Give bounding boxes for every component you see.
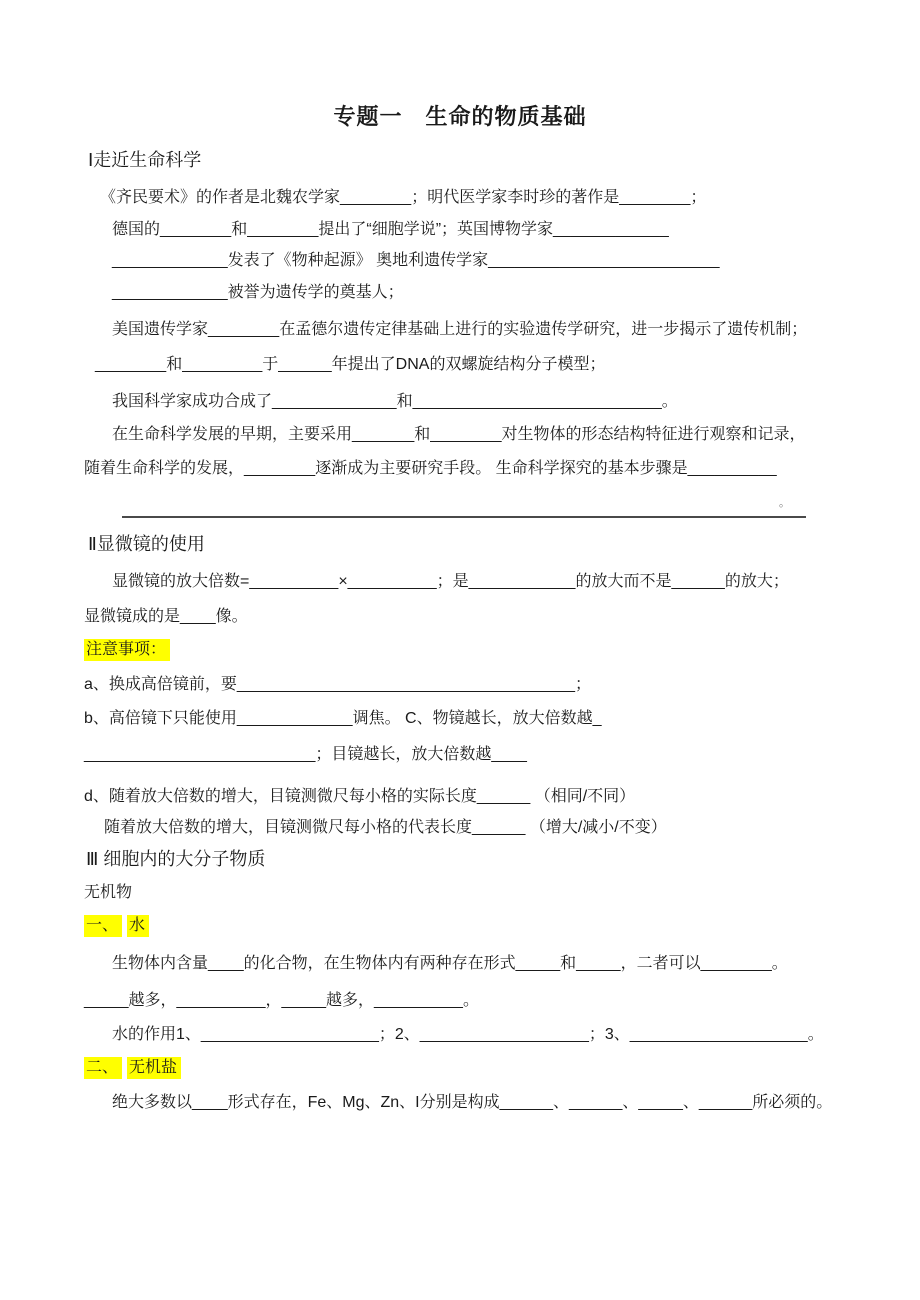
subheading-inorganic: 无机物 — [84, 884, 133, 901]
blank-line-magnification: 显微镜的放大倍数=__________×__________；是____________的放大而不是______的放大； — [112, 573, 789, 590]
blank-line-microscope-image: 显微镜成的是____像。 — [84, 608, 248, 625]
salt-heading-number: 二、 — [84, 1057, 122, 1079]
blank-line-genetics-founder: _____________被誉为遗传学的奠基人； — [112, 284, 404, 301]
line-end-period: 。 — [779, 497, 790, 509]
blank-line-note-b-cont: __________________________；目镜越长，放大倍数越____ — [84, 746, 527, 763]
blank-line-dna-model: ________和_________于______年提出了DNA的双螺旋结构分子模型； — [95, 356, 606, 373]
water-heading-word: 水 — [127, 915, 149, 937]
blank-line-salt-1: 绝大多数以____形式存在，Fe、Mg、Zn、I分别是构成______、______、_____、______所必须的。 — [112, 1094, 833, 1111]
salt-heading — [84, 1059, 181, 1077]
blank-line-early-methods: 在生命科学发展的早期，主要采用_______和________对生物体的形态结构特征进行观察和记录， — [112, 426, 806, 443]
blank-line-qimin-yaoshu: 《齐民要术》的作者是北魏农学家________；明代医学家李时珍的著作是________； — [100, 189, 707, 206]
blank-line-note-b: b、高倍镜下只能使用_____________调焦。 C、物镜越长，放大倍数越_ — [84, 710, 602, 727]
water-heading-number: 一、 — [84, 915, 122, 937]
blank-line-cell-theory: 德国的________和________提出了“细胞学说”；英国博物学家_____________ — [112, 221, 669, 238]
salt-heading-word: 无机盐 — [127, 1057, 181, 1079]
blank-line-water-3: 水的作用1、____________________；2、___________________；3、____________________。 — [112, 1026, 824, 1043]
page-title: 专题一 生命的物质基础 — [333, 104, 587, 129]
notice-highlight: 注意事项： — [84, 639, 170, 661]
blank-line-note-d1: d、随着放大倍数的增大，目镜测微尺每小格的实际长度______ （相同/不同） — [84, 788, 636, 805]
blank-line-water-2: _____越多，__________，_____越多，__________。 — [84, 992, 479, 1009]
blank-line-origin-of-species: _____________发表了《物种起源》 奥地利遗传学家__________________________ — [112, 252, 720, 269]
section-2-heading: Ⅱ显微镜的使用 — [88, 534, 205, 554]
blank-line-research-steps: 随着生命科学的发展，________逐渐成为主要研究手段。 生命科学探究的基本步骤是__________ — [84, 460, 777, 477]
long-answer-underline — [122, 497, 806, 518]
section-1-heading: Ⅰ走近生命科学 — [88, 150, 202, 170]
blank-line-note-d2: 随着放大倍数的增大，目镜测微尺每小格的代表长度______ （增大/减小/不变） — [104, 819, 667, 836]
blank-line-us-geneticist: 美国遗传学家________在孟德尔遗传定律基础上进行的实验遗传学研究，进一步揭示了遗传机制； — [112, 321, 808, 338]
section-3-heading: Ⅲ 细胞内的大分子物质 — [86, 849, 266, 869]
blank-line-water-1: 生物体内含量____的化合物，在生物体内有两种存在形式_____和_____，二者可以________。 — [112, 955, 788, 972]
notice-heading — [84, 641, 170, 659]
blank-line-note-a: a、换成高倍镜前，要______________________________________； — [84, 676, 592, 693]
blank-line-china-synthesis: 我国科学家成功合成了______________和____________________________。 — [112, 393, 678, 410]
water-heading — [84, 917, 149, 935]
